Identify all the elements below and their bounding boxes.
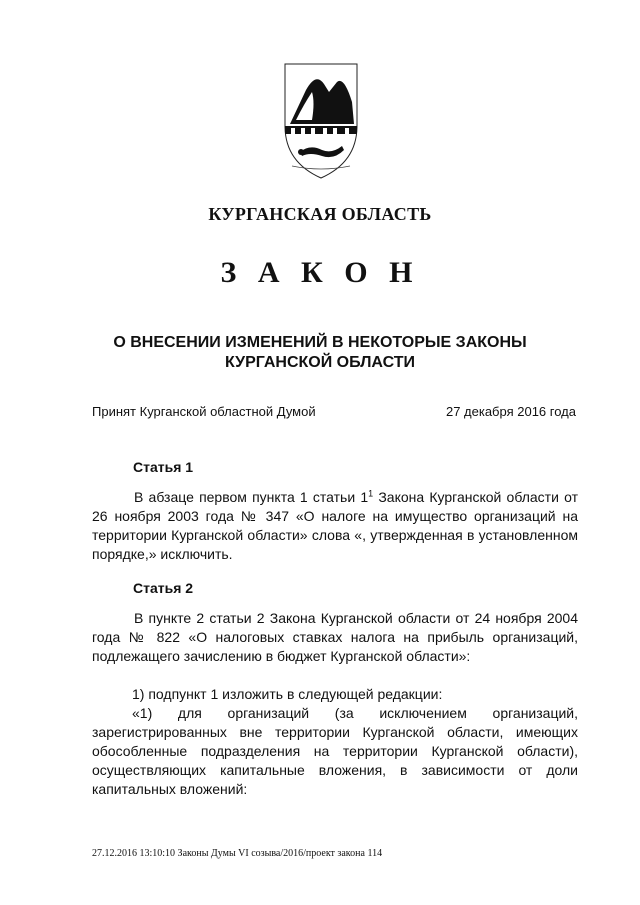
- article-1-text-start: В абзаце первом пункта 1 статьи 1: [134, 489, 369, 505]
- article-2-paragraph-3: «1) для организаций (за исключением организаций, зарегистрированных вне территории Курганской области, имеющих обособленные подразделения на территории Курганской области), осуществляющих капитальные вложения, в зависимости от доли капитальных вложений:: [92, 705, 578, 797]
- article-1-heading: Статья 1: [133, 459, 194, 475]
- article-2-heading: Статья 2: [133, 580, 194, 596]
- article-2-paragraph-1: В пункте 2 статьи 2 Закона Курганской области от 24 ноября 2004 года № 822 «О налоговых ставках налога на прибыль организаций, подлежащего зачислению в бюджет Курганской области»:: [92, 610, 578, 664]
- coat-of-arms-emblem: [282, 62, 360, 180]
- adopted-by: Принят Курганской областной Думой: [92, 404, 316, 419]
- article-2-paragraph-2: 1) подпункт 1 изложить в следующей редакции:: [132, 686, 443, 702]
- law-title: О ВНЕСЕНИИ ИЗМЕНЕНИЙ В НЕКОТОРЫЕ ЗАКОНЫ КУРГАНСКОЙ ОБЛАСТИ: [113, 334, 527, 371]
- region-name: КУРГАНСКАЯ ОБЛАСТЬ: [208, 204, 432, 224]
- adoption-date: 27 декабря 2016 года: [445, 404, 576, 419]
- footer-meta: 27.12.2016 13:10:10 Законы Думы VI созыва/2016/проект закона 114: [92, 848, 383, 859]
- document-type-heading: З А К О Н: [220, 256, 420, 289]
- article-1-superscript: 1: [368, 488, 374, 499]
- article-1-text: [92, 488, 578, 564]
- article-1-text-end: Закона Курганской области от 26 ноября 2003 года № 347 «О налоге на имущество организаций на территории Курганской области» слова «, утвержденная в установленном порядке,» исключить.: [92, 489, 578, 562]
